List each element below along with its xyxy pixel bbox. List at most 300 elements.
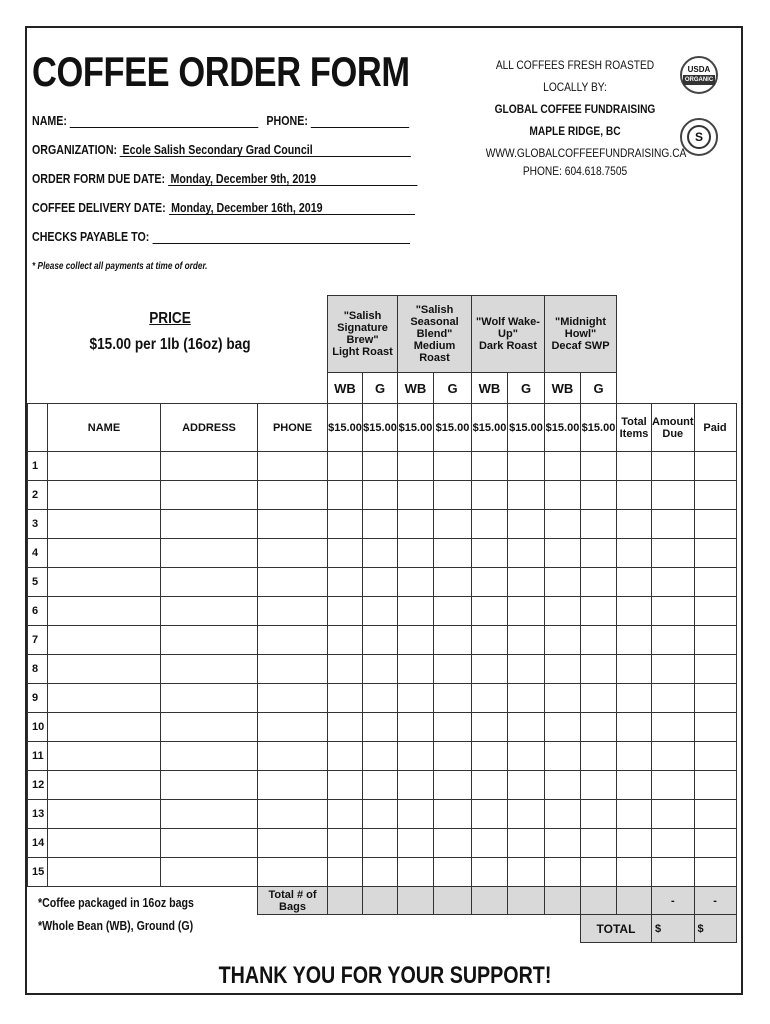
order-cell[interactable]	[652, 858, 695, 887]
order-cell[interactable]	[258, 829, 328, 858]
order-cell[interactable]	[617, 568, 652, 597]
order-cell[interactable]	[363, 655, 398, 684]
delivery-date-row	[32, 200, 415, 215]
order-cell[interactable]	[48, 655, 161, 684]
order-cell[interactable]	[617, 539, 652, 568]
amount-due-sum: -	[652, 887, 695, 915]
due-date-label: ORDER FORM DUE DATE:	[32, 171, 166, 186]
order-cell[interactable]	[48, 829, 161, 858]
order-cell[interactable]	[398, 510, 434, 539]
unit-price: $15.00	[545, 404, 581, 452]
order-cell[interactable]	[258, 684, 328, 713]
total-bags-cell[interactable]	[434, 887, 472, 915]
swp-mark: S	[687, 125, 711, 149]
unit-price: $15.00	[363, 404, 398, 452]
order-cell[interactable]	[398, 771, 434, 800]
order-cell[interactable]	[258, 568, 328, 597]
order-cell[interactable]	[472, 481, 508, 510]
order-cell[interactable]	[328, 829, 363, 858]
order-cell[interactable]	[617, 771, 652, 800]
table-row	[28, 713, 737, 742]
organization-field[interactable]: Ecole Salish Secondary Grad Council	[120, 142, 411, 157]
order-cell[interactable]	[161, 655, 258, 684]
due-date-row	[32, 171, 417, 186]
address-column-header: ADDRESS	[161, 404, 258, 452]
order-cell[interactable]	[434, 713, 472, 742]
order-cell[interactable]	[398, 655, 434, 684]
order-cell[interactable]	[328, 539, 363, 568]
total-bags-cell[interactable]	[398, 887, 434, 915]
order-cell[interactable]	[472, 539, 508, 568]
order-cell[interactable]	[694, 713, 736, 742]
row-number: 3	[28, 510, 48, 539]
order-cell[interactable]	[434, 684, 472, 713]
order-cell[interactable]	[545, 771, 581, 800]
order-cell[interactable]	[652, 510, 695, 539]
order-cell[interactable]	[398, 858, 434, 887]
order-cell[interactable]	[48, 452, 161, 481]
order-cell[interactable]	[472, 800, 508, 829]
order-cell[interactable]	[398, 539, 434, 568]
order-cell[interactable]	[328, 597, 363, 626]
name-field[interactable]	[70, 113, 259, 128]
unit-price: $15.00	[328, 404, 363, 452]
order-cell[interactable]	[48, 771, 161, 800]
order-cell[interactable]	[652, 539, 695, 568]
order-cell[interactable]	[652, 597, 695, 626]
order-cell[interactable]	[258, 655, 328, 684]
checks-label: CHECKS PAYABLE TO:	[32, 229, 150, 244]
order-cell[interactable]	[694, 539, 736, 568]
order-cell[interactable]	[472, 684, 508, 713]
order-cell[interactable]	[617, 829, 652, 858]
order-cell[interactable]	[508, 626, 545, 655]
order-cell[interactable]	[48, 568, 161, 597]
footer-note-wb: *Whole Bean (WB), Ground (G)	[38, 919, 194, 933]
order-table	[27, 295, 737, 943]
order-cell[interactable]	[328, 684, 363, 713]
table-row	[28, 452, 737, 481]
phone-column-header: PHONE	[258, 404, 328, 452]
order-cell[interactable]	[694, 684, 736, 713]
order-cell[interactable]	[434, 568, 472, 597]
row-number-header	[28, 404, 48, 452]
grand-total-label: TOTAL	[581, 915, 652, 943]
table-row	[28, 539, 737, 568]
wb-header: WB	[328, 373, 363, 404]
order-cell[interactable]	[161, 539, 258, 568]
order-cell[interactable]	[434, 510, 472, 539]
order-cell[interactable]	[617, 481, 652, 510]
order-cell[interactable]	[472, 510, 508, 539]
order-cell[interactable]	[472, 858, 508, 887]
order-cell[interactable]	[694, 655, 736, 684]
order-cell[interactable]	[652, 684, 695, 713]
order-cell[interactable]	[617, 452, 652, 481]
name-label: NAME:	[32, 113, 67, 128]
order-cell[interactable]	[398, 742, 434, 771]
order-cell[interactable]	[508, 684, 545, 713]
order-cell[interactable]	[545, 742, 581, 771]
wb-header: WB	[472, 373, 508, 404]
order-cell[interactable]	[363, 452, 398, 481]
order-cell[interactable]	[581, 539, 617, 568]
table-row	[28, 597, 737, 626]
order-cell[interactable]	[48, 539, 161, 568]
order-cell[interactable]	[48, 800, 161, 829]
order-cell[interactable]	[434, 626, 472, 655]
order-cell[interactable]	[617, 800, 652, 829]
order-cell[interactable]	[258, 858, 328, 887]
order-cell[interactable]	[581, 568, 617, 597]
order-cell[interactable]	[472, 742, 508, 771]
order-cell[interactable]	[652, 713, 695, 742]
order-cell[interactable]	[652, 800, 695, 829]
roaster-info	[485, 54, 687, 182]
order-cell[interactable]	[545, 452, 581, 481]
row-number: 14	[28, 829, 48, 858]
order-cell[interactable]	[328, 713, 363, 742]
order-cell[interactable]	[545, 597, 581, 626]
order-cell[interactable]	[48, 597, 161, 626]
row-number: 10	[28, 713, 48, 742]
order-cell[interactable]	[398, 481, 434, 510]
order-cell[interactable]	[472, 452, 508, 481]
order-cell[interactable]	[434, 829, 472, 858]
order-cell[interactable]	[328, 626, 363, 655]
order-cell[interactable]	[258, 510, 328, 539]
order-cell[interactable]	[48, 510, 161, 539]
order-cell[interactable]	[48, 684, 161, 713]
order-cell[interactable]	[363, 858, 398, 887]
order-cell[interactable]	[652, 742, 695, 771]
order-cell[interactable]	[434, 481, 472, 510]
table-row	[28, 858, 737, 887]
order-cell[interactable]	[545, 510, 581, 539]
order-cell[interactable]	[508, 858, 545, 887]
order-cell[interactable]	[652, 771, 695, 800]
order-cell[interactable]	[258, 742, 328, 771]
order-cell[interactable]	[363, 539, 398, 568]
order-cell[interactable]	[694, 771, 736, 800]
order-cell[interactable]	[694, 829, 736, 858]
order-cell[interactable]	[652, 568, 695, 597]
order-cell[interactable]	[508, 742, 545, 771]
row-number: 9	[28, 684, 48, 713]
table-row	[28, 626, 737, 655]
order-cell[interactable]	[161, 481, 258, 510]
usda-organic-icon	[680, 56, 718, 94]
order-cell[interactable]	[434, 597, 472, 626]
order-cell[interactable]	[581, 713, 617, 742]
order-cell[interactable]	[545, 539, 581, 568]
organization-row	[32, 142, 411, 157]
row-number: 11	[28, 742, 48, 771]
g-header: G	[508, 373, 545, 404]
order-cell[interactable]	[581, 655, 617, 684]
order-cell[interactable]	[652, 655, 695, 684]
order-cell[interactable]	[652, 626, 695, 655]
order-cell[interactable]	[161, 568, 258, 597]
total-bags-cell[interactable]	[363, 887, 398, 915]
order-cell[interactable]	[398, 800, 434, 829]
order-cell[interactable]	[617, 858, 652, 887]
row-number: 6	[28, 597, 48, 626]
order-cell[interactable]	[694, 568, 736, 597]
order-cell[interactable]	[48, 858, 161, 887]
order-cell[interactable]	[161, 684, 258, 713]
order-cell[interactable]	[545, 626, 581, 655]
order-cell[interactable]	[398, 597, 434, 626]
total-bags-cell[interactable]	[581, 887, 617, 915]
order-cell[interactable]	[694, 510, 736, 539]
order-cell[interactable]	[472, 597, 508, 626]
order-cell[interactable]	[617, 713, 652, 742]
order-cell[interactable]	[545, 655, 581, 684]
order-cell[interactable]	[258, 481, 328, 510]
total-bags-cell[interactable]	[472, 887, 508, 915]
order-cell[interactable]	[581, 684, 617, 713]
order-cell[interactable]	[48, 481, 161, 510]
order-cell[interactable]	[434, 452, 472, 481]
order-cell[interactable]	[694, 858, 736, 887]
order-cell[interactable]	[434, 742, 472, 771]
order-cell[interactable]	[545, 684, 581, 713]
row-number: 7	[28, 626, 48, 655]
order-cell[interactable]	[694, 626, 736, 655]
order-cell[interactable]	[363, 626, 398, 655]
order-cell[interactable]	[258, 597, 328, 626]
swiss-water-icon	[680, 118, 718, 156]
wb-header: WB	[545, 373, 581, 404]
roaster-intro: ALL COFFEES FRESH ROASTED LOCALLY BY:	[495, 58, 655, 94]
order-cell[interactable]	[652, 481, 695, 510]
order-cell[interactable]	[581, 597, 617, 626]
order-cell[interactable]	[694, 597, 736, 626]
product-midnight-howl: "Midnight Howl" Decaf SWP	[545, 296, 617, 373]
order-cell[interactable]	[545, 800, 581, 829]
table-row	[28, 481, 737, 510]
order-cell[interactable]	[617, 626, 652, 655]
order-cell[interactable]	[161, 626, 258, 655]
order-cell[interactable]	[398, 713, 434, 742]
organization-label: ORGANIZATION:	[32, 142, 118, 157]
order-cell[interactable]	[363, 771, 398, 800]
delivery-date-field[interactable]: Monday, December 16th, 2019	[169, 200, 415, 215]
order-cell[interactable]	[328, 655, 363, 684]
order-cell[interactable]	[161, 771, 258, 800]
grand-total-amount[interactable]: $	[652, 915, 695, 943]
order-cell[interactable]	[508, 655, 545, 684]
order-cell[interactable]	[363, 510, 398, 539]
order-cell[interactable]	[48, 713, 161, 742]
order-cell[interactable]	[161, 452, 258, 481]
order-cell[interactable]	[434, 539, 472, 568]
order-cell[interactable]	[363, 800, 398, 829]
order-cell[interactable]	[398, 684, 434, 713]
order-cell[interactable]	[508, 800, 545, 829]
order-cell[interactable]	[581, 800, 617, 829]
order-cell[interactable]	[545, 713, 581, 742]
footer-note-bags: *Coffee packaged in 16oz bags	[38, 896, 194, 910]
unit-price: $15.00	[398, 404, 434, 452]
order-cell[interactable]	[694, 452, 736, 481]
delivery-date-label: COFFEE DELIVERY DATE:	[32, 200, 166, 215]
order-cell[interactable]	[328, 858, 363, 887]
thank-you-message: THANK YOU FOR YOUR SUPPORT!	[218, 962, 552, 989]
order-cell[interactable]	[398, 452, 434, 481]
order-cell[interactable]	[258, 539, 328, 568]
order-cell[interactable]	[363, 684, 398, 713]
order-cell[interactable]	[581, 742, 617, 771]
order-cell[interactable]	[581, 510, 617, 539]
order-cell[interactable]	[434, 858, 472, 887]
order-cell[interactable]	[545, 858, 581, 887]
order-cell[interactable]	[258, 713, 328, 742]
table-row	[28, 800, 737, 829]
order-cell[interactable]	[694, 800, 736, 829]
usda-text: USDA	[687, 65, 711, 74]
total-bags-cell[interactable]	[545, 887, 581, 915]
order-cell[interactable]	[472, 713, 508, 742]
phone-field[interactable]	[311, 113, 409, 128]
order-cell[interactable]	[434, 800, 472, 829]
order-cell[interactable]	[508, 829, 545, 858]
order-cell[interactable]	[472, 829, 508, 858]
order-cell[interactable]	[652, 452, 695, 481]
paid-header: Paid	[694, 404, 736, 452]
total-items-sum[interactable]	[617, 887, 652, 915]
order-cell[interactable]	[472, 655, 508, 684]
order-cell[interactable]	[258, 771, 328, 800]
due-date-field[interactable]: Monday, December 9th, 2019	[168, 171, 417, 186]
order-cell[interactable]	[48, 742, 161, 771]
order-cell[interactable]	[617, 742, 652, 771]
product-salish-signature: "Salish Signature Brew" Light Roast	[328, 296, 398, 373]
checks-row	[32, 229, 410, 244]
name-column-header: NAME	[48, 404, 161, 452]
order-cell[interactable]	[472, 626, 508, 655]
order-cell[interactable]	[508, 452, 545, 481]
order-cell[interactable]	[508, 568, 545, 597]
roaster-name: GLOBAL COFFEE FUNDRAISING	[494, 102, 656, 116]
order-cell[interactable]	[363, 481, 398, 510]
order-cell[interactable]	[161, 713, 258, 742]
order-cell[interactable]	[434, 655, 472, 684]
order-cell[interactable]	[328, 510, 363, 539]
order-cell[interactable]	[161, 597, 258, 626]
checks-field[interactable]	[152, 229, 409, 244]
unit-price: $15.00	[508, 404, 545, 452]
order-cell[interactable]	[652, 829, 695, 858]
order-cell[interactable]	[363, 713, 398, 742]
order-cell[interactable]	[617, 655, 652, 684]
order-cell[interactable]	[581, 481, 617, 510]
order-cell[interactable]	[434, 771, 472, 800]
order-cell[interactable]	[398, 568, 434, 597]
total-bags-cell[interactable]	[328, 887, 363, 915]
order-cell[interactable]	[258, 452, 328, 481]
order-cell[interactable]	[581, 829, 617, 858]
phone-label: PHONE:	[266, 113, 308, 128]
name-phone-row	[32, 113, 409, 128]
payment-note: * Please collect all payments at time of order.	[32, 261, 208, 272]
order-cell[interactable]	[328, 568, 363, 597]
wb-header: WB	[398, 373, 434, 404]
order-cell[interactable]	[581, 771, 617, 800]
order-cell[interactable]	[545, 568, 581, 597]
order-cell[interactable]	[694, 742, 736, 771]
order-cell[interactable]	[363, 829, 398, 858]
roaster-city: MAPLE RIDGE, BC	[529, 124, 621, 138]
roaster-website: WWW.GLOBALCOFFEEFUNDRAISING.CA	[485, 146, 687, 160]
order-cell[interactable]	[258, 800, 328, 829]
order-cell[interactable]	[545, 481, 581, 510]
grand-total-paid[interactable]: $	[694, 915, 736, 943]
order-cell[interactable]	[508, 713, 545, 742]
order-cell[interactable]	[581, 626, 617, 655]
order-cell[interactable]	[508, 771, 545, 800]
order-cell[interactable]	[48, 626, 161, 655]
order-cell[interactable]	[398, 626, 434, 655]
order-cell[interactable]	[328, 481, 363, 510]
g-header: G	[581, 373, 617, 404]
total-bags-cell[interactable]	[508, 887, 545, 915]
order-cell[interactable]	[161, 829, 258, 858]
order-cell[interactable]	[508, 597, 545, 626]
total-items-header: Total Items	[617, 404, 652, 452]
row-number: 8	[28, 655, 48, 684]
order-cell[interactable]	[617, 510, 652, 539]
order-cell[interactable]	[328, 452, 363, 481]
product-wolf-wake-up: "Wolf Wake-Up" Dark Roast	[472, 296, 545, 373]
order-cell[interactable]	[328, 800, 363, 829]
order-cell[interactable]	[161, 858, 258, 887]
order-cell[interactable]	[545, 829, 581, 858]
row-number: 12	[28, 771, 48, 800]
order-cell[interactable]	[508, 510, 545, 539]
roaster-phone: PHONE: 604.618.7505	[522, 164, 628, 178]
order-cell[interactable]	[508, 481, 545, 510]
table-row	[28, 655, 737, 684]
price-heading: PRICE	[149, 310, 191, 327]
order-cell[interactable]	[508, 539, 545, 568]
page-title: COFFEE ORDER FORM	[32, 48, 410, 95]
organic-text: ORGANIC	[684, 77, 714, 83]
unit-price: $15.00	[472, 404, 508, 452]
row-number: 1	[28, 452, 48, 481]
order-cell[interactable]	[161, 742, 258, 771]
order-cell[interactable]	[363, 742, 398, 771]
order-cell[interactable]	[328, 771, 363, 800]
order-cell[interactable]	[472, 568, 508, 597]
order-cell[interactable]	[617, 597, 652, 626]
g-header: G	[434, 373, 472, 404]
order-cell[interactable]	[617, 684, 652, 713]
table-row	[28, 684, 737, 713]
order-cell[interactable]	[363, 568, 398, 597]
order-cell[interactable]	[581, 452, 617, 481]
order-cell[interactable]	[363, 597, 398, 626]
order-cell[interactable]	[328, 742, 363, 771]
order-cell[interactable]	[398, 829, 434, 858]
order-cell[interactable]	[694, 481, 736, 510]
order-cell[interactable]	[258, 626, 328, 655]
order-cell[interactable]	[472, 771, 508, 800]
order-cell[interactable]	[581, 858, 617, 887]
order-cell[interactable]	[161, 510, 258, 539]
order-cell[interactable]	[161, 800, 258, 829]
